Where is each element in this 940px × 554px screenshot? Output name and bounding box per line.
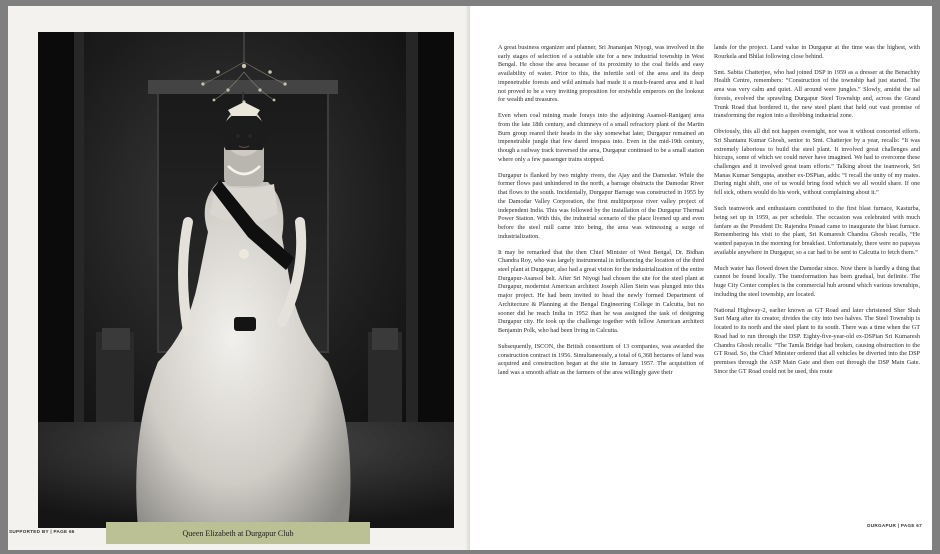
right-page [470,6,932,550]
paragraph: Such teamwork and enthusiasm contributed to the first blast furnace, Kasturba, being set up in 1959, as per schedule. The occasion was celebrated with much fanfare as the President Dr. Rajendra Prasad came to inaugurate the blast furnace. Remembering his visit to the plant, Sri Kumaresh Chandra Ghosh recalls, “He wanted papayas in the morning for breakfast. Unfortunately, there were no papayas available anywhere in Durgapur, so a car had to be sent to Calcutta to fetch them.” [714,205,920,256]
paragraph: Subsequently, ISCON, the British consortium of 13 companies, was awarded the construction contract in 1956. Simultaneously, a total of 6,368 hectares of land was acquired and construction began at the site in January 1957. The acquisition of land was a smooth affair as the farmers of the area willingly gave their [498,342,704,377]
text-column-left [498,44,704,385]
queen-portrait-photo [38,32,454,528]
text-column-right [714,44,920,384]
paragraph: Much water has flowed down the Damodar since. Now there is hardly a thing that cannot be found locally. The transformation has been gradual, but definite. The huge City Center complex is the commercial hub around which various townships, including the steel township, are located. [714,264,920,298]
paragraph: A great business organizer and planner, Sri Jnananjan Niyogi, was involved in the early stages of selection of a suitable site for a new industrial township in West Bengal. He chose the area because of its proximity to the coal fields and easy availability of water. Prior to this, the infertile soil of the area and its deep impenetrable forests and wild animals had made it a much-feared area and it had not proved to be a very inviting proposition for erstwhile emperors on the lookout for wealth and treasures. [498,44,704,104]
paragraph: National Highway-2, earlier known as GT Road and later christened Sher Shah Suri Marg after its creator, divides the city into two halves. The Steel Township is located to its north and the steel plant to its south. There was a time when the GT Road had to run through the DSP. Eighty-five-year-old ex-DSPian Sri Kumaresh Chandra Ghosh recalls: “The Tamla Bridge had broken, causing obstruction to the GT Road. So, the Chief Minister ordered that all vehicles be diverted into the DSP premises through the ASP Main Gate and then out through the DSP Main Gate. Since the GT Road could not be used, this route [714,306,920,375]
paragraph: lands for the project. Land value in Durgapur at the time was the highest, with Rourkela and Bhilai following close behind. [714,44,920,60]
paragraph: It may be remarked that the then Chief Minister of West Bengal, Dr. Bidhan Chandra Roy, who was largely instrumental in influencing the location of the third steel plant at Durgapur, also had a great vision for the industrialization of the entire Durgapur-Asansol belt. After Sri Niyogi had chosen the site for the steel plant at Durgapur, modernist American architect Joseph Allen Stein was plunged into this major project. He had been invited to head the newly formed Department of Architecture & Planning at the Bengal Engineering College in Calcutta, but no sooner did he reach India in 1952 than he was assigned the task of designing Durgapur city. He took up the challenge together with fellow American architect Benjamin Polk, who had been living in Calcutta. [498,248,704,334]
right-page-folio: DURGAPUR | PAGE 67 [867,523,922,528]
photo-caption: Queen Elizabeth at Durgapur Club [106,522,370,544]
left-page [8,6,470,550]
portrait-illustration [38,32,454,528]
paragraph: Smt. Sabita Chatterjee, who had joined DSP in 1959 as a dresser at the Benachity Health Centre, remembers: “Construction of the township had just started. The area was very calm and quiet. All around were jungles.” Slowly, amidst the sal forests, evolved the sprawling Durgapur Steel Township and, across the Grand Trunk Road that bordered it, the new steel plant that held out vast promise of transforming the region into a throbbing industrial zone. [714,68,920,120]
left-page-folio: SUPPORTED BY | PAGE 66 [9,529,75,534]
paragraph: Obviously, this all did not happen overnight, nor was it without concerted efforts. Sri Shantanu Kumar Ghosh, senior to Smt. Chatterjee by a year, recalls: “It was extremely laborious to build the steel plant. It involved great challenges and hiccups, some of which we could never have imagined. We had to overcome these challenges and it involved great team efforts.” Talking about the teamwork, Sri Manas Kumar Sengupta, another ex-DSPian, adds: “I recall the unity of my mates. During night shift, one of us would bring food which we all would share. If one fell sick, others would do his work, without complaining about it.” [714,128,920,197]
paragraph: Even when coal mining made forays into the adjoining Asansol-Raniganj area from the late 18th century, and chimneys of a small refractory plant of the Martin Burn group reared their heads in the sky somewhat later, Durgapur remained an impenetrable jungle that few dared trespass into. Even in the mid-19th century, though a railway track traversed the area, Durgapur continued to be a small station where only a few passenger trains stopped. [498,112,704,163]
paragraph: Durgapur is flanked by two mighty rivers, the Ajay and the Damodar. While the former flows past unhindered in the north, a barrage obstructs the Damodar River that flows to the south. Incidentally, Durgapur Barrage was constructed in 1955 by the Damodar Valley Corporation, the first multipurpose river valley project of independent India. This was followed by the installation of the Durgapur Thermal Power Station. With this, the industrial scenario of the place livened up and even before the steel mill came into being, the area was witnessing a surge of industrialization. [498,171,704,240]
